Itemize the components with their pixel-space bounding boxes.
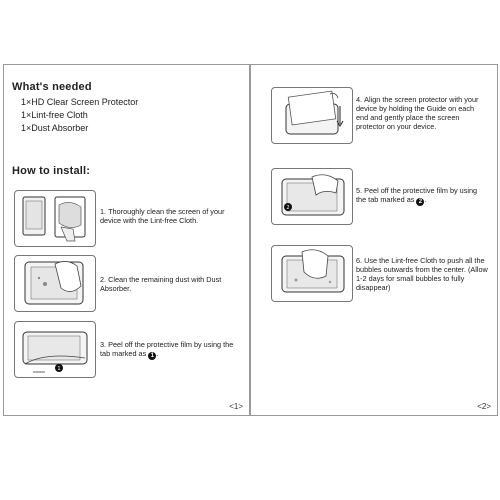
step-number: 1.	[100, 207, 107, 216]
step-description: Clean the remaining dust with Dust Absorber.	[100, 275, 222, 293]
step-number: 3.	[100, 340, 107, 349]
step-description: Use the Lint-free Cloth to push all the bubbles outwards from the center. (Allow 1-2 days for small bubbles to fully disappear)	[356, 256, 488, 292]
manual-page-right	[250, 64, 498, 416]
step-description: Peel off the protective film by using the tab marked as	[356, 186, 478, 204]
step-3-text: 3. Peel off the protective film by using the tab marked as 1 .	[100, 340, 234, 359]
step-number: 2.	[100, 275, 107, 284]
step-number: 4.	[356, 95, 363, 104]
svg-text:1: 1	[57, 366, 61, 372]
step-4-text	[356, 95, 488, 131]
step-6-text	[356, 256, 488, 292]
needed-item: 1×Lint-free Cloth	[21, 110, 88, 120]
manual-page-left	[3, 64, 250, 416]
step-number: 6.	[356, 256, 363, 265]
step-number: 5.	[356, 186, 363, 195]
step-2-text	[100, 275, 240, 293]
how-to-install-title: How to install:	[12, 165, 91, 177]
page-number: <1>	[229, 402, 243, 411]
needed-item: 1×HD Clear Screen Protector	[21, 97, 139, 107]
step-6-illustration	[271, 245, 353, 302]
tab-marker-badge: 1	[148, 352, 156, 360]
page-number: <2>	[477, 402, 491, 411]
whats-needed-title: What's needed	[12, 81, 92, 93]
step-1-illustration	[14, 190, 96, 247]
step-1-text	[100, 207, 240, 225]
tab-marker-badge: 2	[416, 198, 424, 206]
needed-item: 1×Dust Absorber	[21, 123, 89, 133]
svg-text:2: 2	[286, 205, 290, 211]
step-description: Peel off the protective film by using the tab marked as	[100, 340, 234, 358]
step-3-illustration	[14, 321, 96, 378]
step-5-text: 5. Peel off the protective film by using the tab marked as 2 .	[356, 186, 478, 205]
step-description: Thoroughly clean the screen of your device with the Lint-free Cloth.	[100, 207, 225, 225]
step-5-illustration	[271, 168, 353, 225]
step-2-illustration	[14, 255, 96, 312]
step-4-illustration	[271, 87, 353, 144]
step-description: Align the screen protector with your device by holding the Guide on each end and gently place the screen protector on your device.	[356, 95, 479, 131]
